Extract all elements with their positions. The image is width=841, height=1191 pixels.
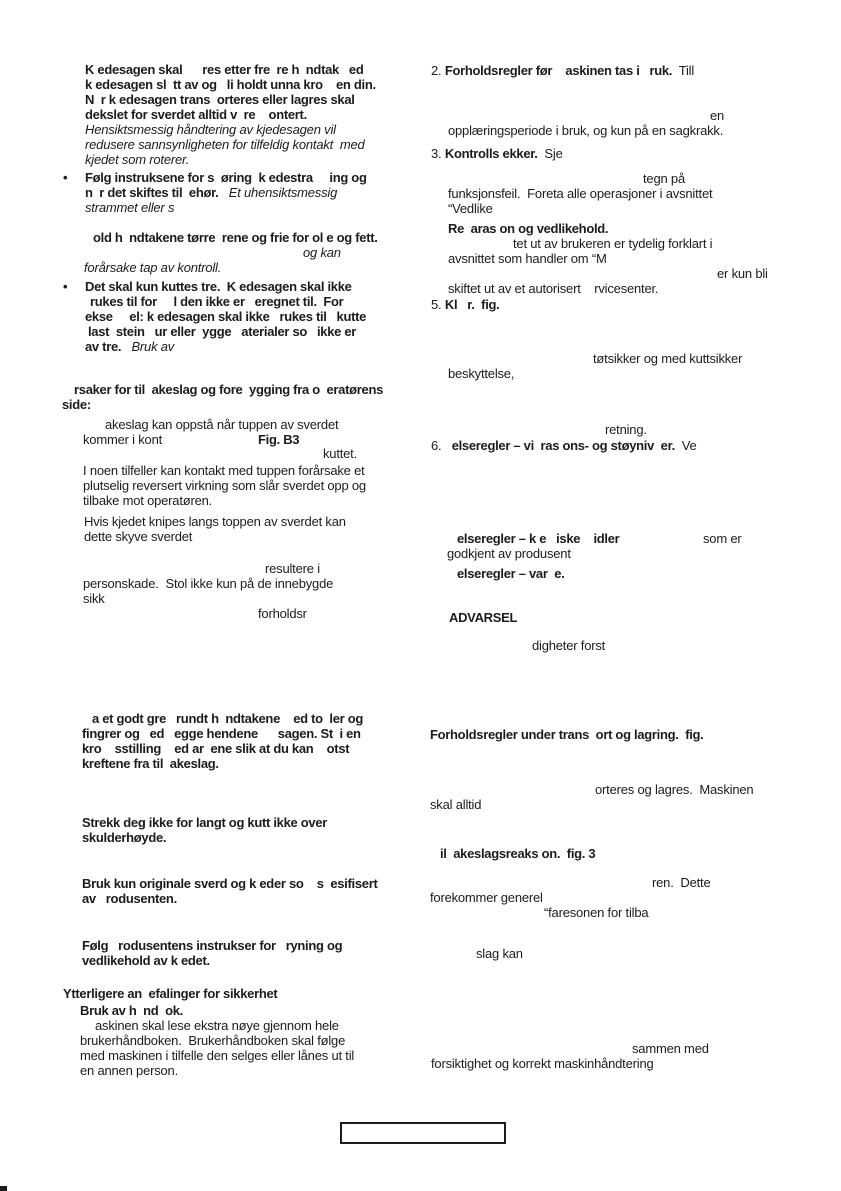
text-segment: tet ut av brukeren er tydelig forklart i xyxy=(513,236,713,251)
text-segment: en xyxy=(710,108,725,123)
text-segment: som er xyxy=(703,531,742,546)
text-segment: forholdsr xyxy=(258,606,307,621)
text-segment: og kan xyxy=(303,245,341,260)
text-line xyxy=(82,741,349,756)
text-line xyxy=(303,245,341,260)
warning-heading xyxy=(449,610,517,625)
text-line xyxy=(93,230,378,245)
text-segment: Kontrolls ekker. xyxy=(444,146,538,161)
text-line xyxy=(593,351,742,366)
text-segment: skulderhøyde. xyxy=(82,830,167,845)
bullet-marker xyxy=(63,279,67,294)
text-line xyxy=(448,281,658,296)
text-line xyxy=(85,279,352,294)
text-line xyxy=(90,294,343,309)
text-segment: • xyxy=(63,279,68,294)
text-segment: 2. xyxy=(431,63,445,78)
text-line xyxy=(85,152,189,167)
text-segment: Det skal kun kuttes tre. K edesagen skal ikke xyxy=(85,279,352,294)
text-segment: av rodusenten. xyxy=(82,891,177,906)
text-line xyxy=(703,531,742,546)
text-segment: Forholdsregler før askinen tas i ruk. xyxy=(444,63,673,78)
left-section-heading xyxy=(63,986,277,1001)
text-segment: plutselig reversert virkning som slår sverdet opp og xyxy=(83,478,366,493)
text-segment: Till xyxy=(672,63,695,78)
text-line xyxy=(85,200,174,215)
bullet-marker xyxy=(63,170,67,185)
text-line xyxy=(448,221,608,236)
text-line xyxy=(85,77,376,92)
text-segment: Sje xyxy=(537,146,563,161)
text-segment: tøtsikker og med kuttsikker xyxy=(593,351,743,366)
text-line xyxy=(717,266,768,281)
text-segment: sikk xyxy=(83,591,105,606)
text-line xyxy=(80,1063,178,1078)
text-line xyxy=(430,890,543,905)
text-line xyxy=(532,638,605,653)
text-segment: Bruk av xyxy=(121,339,175,354)
text-segment: forekommer generel xyxy=(430,890,543,905)
scan-artifact xyxy=(0,1186,7,1191)
text-line xyxy=(448,251,607,266)
text-segment: beskyttelse, xyxy=(448,366,515,381)
text-segment: rsaker for til akeslag og fore ygging fra o eratørens xyxy=(74,382,384,397)
text-segment: skiftet ut av et autorisert rvicesenter. xyxy=(448,281,659,296)
text-segment: ekse el: k edesagen skal ikke rukes til kutte xyxy=(85,309,367,324)
text-line xyxy=(544,905,648,920)
text-segment: Fig. B3 xyxy=(258,432,300,447)
text-line xyxy=(85,122,336,137)
text-segment: ren. Dette xyxy=(652,875,711,890)
text-line xyxy=(258,606,307,621)
text-line xyxy=(710,108,724,123)
text-segment: k edesagen sl tt av og li holdt unna kro en din. xyxy=(85,77,376,92)
text-segment: redusere sannsynligheten for tilfeldig kontakt med xyxy=(85,137,365,152)
text-line xyxy=(632,1041,709,1056)
text-line xyxy=(83,576,333,591)
text-line xyxy=(92,711,363,726)
text-line xyxy=(83,591,105,606)
text-segment: dette skyve sverdet xyxy=(84,529,193,544)
text-line xyxy=(62,397,91,412)
text-line xyxy=(448,123,723,138)
text-segment: Et uhensiktsmessig xyxy=(218,185,338,200)
text-line xyxy=(84,514,346,529)
text-segment: Kl r. fig. xyxy=(444,297,500,312)
text-segment: Ve xyxy=(674,438,697,453)
text-line xyxy=(83,478,366,493)
text-segment: kjedet som roterer. xyxy=(85,152,190,167)
text-segment: resultere i xyxy=(265,561,320,576)
text-line xyxy=(82,756,219,771)
text-line xyxy=(323,446,357,461)
figure-reference xyxy=(258,432,299,447)
text-segment: kommer i kont xyxy=(83,432,163,447)
text-line xyxy=(652,875,711,890)
text-line xyxy=(82,876,378,891)
text-segment: I noen tilfeller kan kontakt med tuppen forårsake et xyxy=(83,463,365,478)
text-segment: Hensiktsmessig håndtering av kjedesagen vil xyxy=(85,122,336,137)
text-segment: Re aras on og vedlikehold. xyxy=(448,221,609,236)
text-line xyxy=(80,1048,354,1063)
text-line xyxy=(83,493,212,508)
text-line xyxy=(457,531,619,546)
text-segment: side: xyxy=(62,397,91,412)
text-line xyxy=(80,1003,183,1018)
text-line xyxy=(85,339,174,354)
text-segment: “Vedlike xyxy=(448,201,493,216)
left-section-heading xyxy=(74,382,383,397)
text-line xyxy=(84,529,192,544)
figure-reference xyxy=(440,846,595,861)
text-segment: • xyxy=(63,170,68,185)
text-line xyxy=(85,137,365,152)
text-segment: rukes til for l den ikke er eregnet til. For xyxy=(90,294,344,309)
text-line xyxy=(88,324,356,339)
text-segment: kro sstilling ed ar ene slik at du kan otst xyxy=(82,741,350,756)
text-segment: 3. xyxy=(431,146,445,161)
text-segment: Forholdsregler under trans ort og lagring. fig. xyxy=(430,727,704,742)
text-line xyxy=(85,185,337,200)
text-line xyxy=(447,546,571,561)
text-segment: elseregler – var e. xyxy=(457,566,565,581)
text-segment: Ytterligere an efalinger for sikkerhet xyxy=(63,986,278,1001)
text-segment: Følg rodusentens instrukser for ryning og xyxy=(82,938,343,953)
text-line xyxy=(85,170,367,185)
text-segment: strammet eller s xyxy=(85,200,175,215)
text-line xyxy=(448,201,493,216)
text-segment: skal alltid xyxy=(430,797,482,812)
text-segment: sammen med xyxy=(632,1041,709,1056)
text-line xyxy=(85,92,355,107)
text-segment: funksjonsfeil. Foreta alle operasjoner i avsnittet xyxy=(448,186,713,201)
text-line xyxy=(431,1056,654,1071)
text-line xyxy=(476,946,523,961)
text-segment: n r det skiftes til ehør. xyxy=(85,185,219,200)
text-line xyxy=(84,260,221,275)
text-segment: Bruk kun originale sverd og k eder so s esifisert xyxy=(82,876,378,891)
text-segment: N r k edesagen trans orteres eller lagres skal xyxy=(85,92,355,107)
text-line xyxy=(82,891,177,906)
text-line xyxy=(595,782,753,797)
text-line xyxy=(82,726,361,741)
text-segment: K edesagen skal res etter fre re h ndtak ed xyxy=(85,62,364,77)
text-segment: vedlikehold av k edet. xyxy=(82,953,210,968)
text-segment: avsnittet som handler om “M xyxy=(448,251,607,266)
numbered-item-3 xyxy=(431,146,563,161)
text-segment: ADVARSEL xyxy=(449,610,518,625)
text-segment: askinen skal lese ekstra nøye gjennom hele xyxy=(95,1018,339,1033)
text-segment: akeslag kan oppstå når tuppen av sverdet xyxy=(105,417,339,432)
text-line xyxy=(82,938,342,953)
text-line xyxy=(85,107,307,122)
text-segment: brukerhåndboken. Brukerhåndboken skal følge xyxy=(80,1033,346,1048)
numbered-item-5 xyxy=(431,297,499,312)
text-segment: kreftene fra til akeslag. xyxy=(82,756,219,771)
text-segment: opplæringsperiode i bruk, og kun på en sagkrakk. xyxy=(448,123,724,138)
text-segment: med maskinen i tilfelle den selges eller lånes ut til xyxy=(80,1048,355,1063)
text-line xyxy=(265,561,320,576)
text-segment: il akeslagsreaks on. fig. 3 xyxy=(440,846,596,861)
text-segment: forårsake tap av kontroll. xyxy=(84,260,222,275)
text-segment: godkjent av produsent xyxy=(447,546,571,561)
numbered-item-6 xyxy=(431,438,697,453)
text-line xyxy=(82,953,210,968)
text-line xyxy=(85,309,366,324)
text-line xyxy=(513,236,712,251)
page-number-box xyxy=(340,1122,506,1144)
left-para-warning xyxy=(85,62,363,77)
text-segment: digheter forst xyxy=(532,638,606,653)
text-line xyxy=(95,1018,339,1033)
text-line xyxy=(83,463,365,478)
text-line xyxy=(448,186,712,201)
text-segment: Følg instruksene for s øring k edestra ing og xyxy=(85,170,367,185)
text-segment: en annen person. xyxy=(80,1063,178,1078)
text-segment: orteres og lagres. Maskinen xyxy=(595,782,754,797)
text-segment: Strekk deg ikke for langt og kutt ikke over xyxy=(82,815,328,830)
text-line xyxy=(430,797,481,812)
text-segment: personskade. Stol ikke kun på de innebygde xyxy=(83,576,334,591)
text-line xyxy=(448,366,514,381)
text-segment: av tre. xyxy=(85,339,122,354)
text-line xyxy=(82,815,327,830)
text-segment: tilbake mot operatøren. xyxy=(83,493,213,508)
text-segment: old h ndtakene tørre rene og frie for ol e og fett. xyxy=(93,230,378,245)
text-segment: Hvis kjedet knipes langs toppen av sverdet kan xyxy=(84,514,346,529)
text-line xyxy=(605,422,647,437)
text-segment: 5. xyxy=(431,297,445,312)
text-segment: “faresonen for tilba xyxy=(544,905,649,920)
text-line xyxy=(105,417,338,432)
text-segment: slag kan xyxy=(476,946,523,961)
text-line xyxy=(457,566,564,581)
right-section-heading xyxy=(430,727,703,742)
text-segment: tegn på xyxy=(643,171,685,186)
text-segment: elseregler – vi ras ons- og støyniv er. xyxy=(451,438,675,453)
text-line xyxy=(82,830,166,845)
text-segment: fingrer og ed egge hendene sagen. St i en xyxy=(82,726,361,741)
text-segment: kuttet. xyxy=(323,446,358,461)
text-segment: elseregler – k e iske idler xyxy=(457,531,620,546)
text-line xyxy=(80,1033,345,1048)
text-segment: dekslet for sverdet alltid v re ontert. xyxy=(85,107,307,122)
text-segment: er kun bli xyxy=(717,266,768,281)
text-segment: 6. xyxy=(431,438,452,453)
text-segment: forsiktighet og korrekt maskinhåndtering xyxy=(431,1056,654,1071)
text-segment: last stein ur eller ygge aterialer so ikke er xyxy=(88,324,357,339)
text-segment: a et godt gre rundt h ndtakene ed to ler og xyxy=(92,711,364,726)
text-segment: Bruk av h nd ok. xyxy=(80,1003,183,1018)
text-segment: retning. xyxy=(605,422,647,437)
numbered-item-2 xyxy=(431,63,694,78)
text-line xyxy=(643,171,685,186)
text-line xyxy=(83,432,162,447)
